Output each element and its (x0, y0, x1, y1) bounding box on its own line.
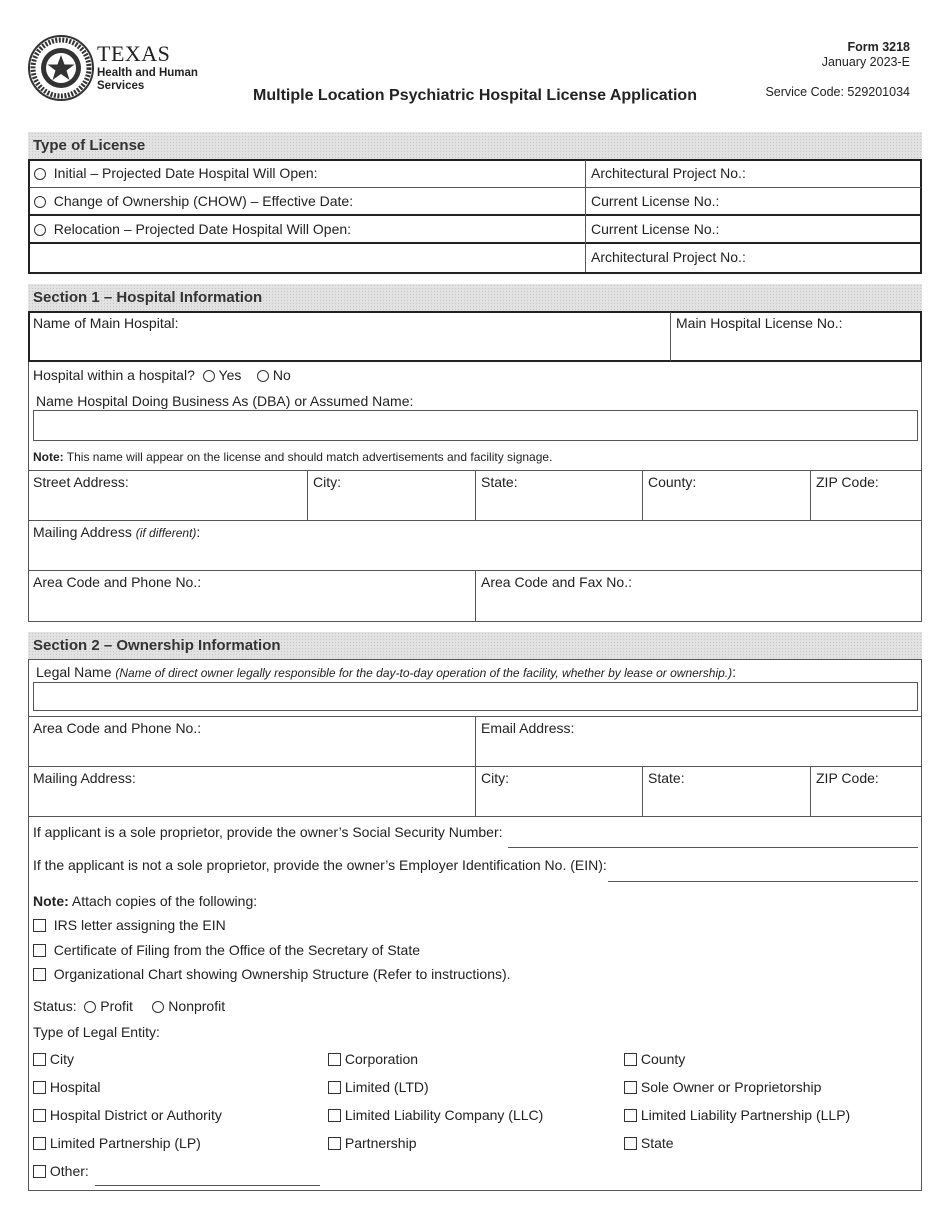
field-phone[interactable]: Area Code and Phone No.: (33, 574, 202, 590)
legal-name-text: Legal Name (36, 664, 112, 680)
attach-note-bold: Note: (33, 893, 69, 909)
checkbox-entity-llp[interactable] (624, 1109, 637, 1122)
label-entity-corporation: Corporation (344, 1051, 419, 1067)
dba-input[interactable] (33, 410, 918, 441)
checkbox-entity-state[interactable] (624, 1137, 637, 1150)
label-entity-ltd: Limited (LTD) (344, 1079, 429, 1095)
entity-sole-owner[interactable] (624, 1079, 821, 1095)
field-mailing-address[interactable] (33, 524, 200, 540)
field-owner-state[interactable]: State: (648, 770, 685, 786)
legal-name-colon: : (732, 664, 737, 680)
field-main-hospital-name[interactable]: Name of Main Hospital: (33, 315, 179, 331)
divider (29, 214, 921, 216)
section1-note (33, 450, 552, 464)
agency-line-2: Health and Human (97, 67, 198, 79)
entity-county[interactable] (624, 1051, 685, 1067)
license-option-initial[interactable] (34, 165, 318, 181)
label-nonprofit: Nonprofit (168, 998, 226, 1014)
radio-profit[interactable] (84, 1001, 96, 1013)
service-code: Service Code: 529201034 (765, 85, 910, 99)
note-text: This name will appear on the license and should match advertisements and facility signage. (66, 450, 553, 464)
label-entity-llc: Limited Liability Company (LLC) (344, 1107, 544, 1123)
checkbox-entity-hospital[interactable] (33, 1081, 46, 1094)
type-of-license-header: Type of License (28, 132, 922, 159)
legal-name-input[interactable] (33, 682, 918, 711)
field-fax[interactable]: Area Code and Fax No.: (481, 574, 632, 590)
attach-note-text: Attach copies of the following: (71, 893, 258, 909)
checkbox-entity-corporation[interactable] (328, 1053, 341, 1066)
field-current-license-2[interactable]: Current License No.: (591, 221, 720, 237)
label-org-chart: Organizational Chart showing Ownership Structure (Refer to instructions). (53, 966, 511, 982)
field-current-license-1[interactable]: Current License No.: (591, 193, 720, 209)
entity-hospital-district[interactable] (33, 1107, 222, 1123)
divider (810, 766, 811, 816)
entity-llc[interactable] (328, 1107, 543, 1123)
radio-chow[interactable] (34, 196, 46, 208)
entity-city[interactable] (33, 1051, 74, 1067)
attach-note (33, 893, 257, 909)
status-row (33, 998, 225, 1014)
agency-name-texas: TEXAS (97, 41, 171, 66)
mailing-colon: : (196, 524, 201, 540)
entity-other[interactable] (33, 1163, 89, 1179)
label-entity-hospital-district: Hospital District or Authority (49, 1107, 222, 1123)
checkbox-entity-llc[interactable] (328, 1109, 341, 1122)
checkbox-entity-partnership[interactable] (328, 1137, 341, 1150)
hospital-within-hospital (33, 367, 291, 383)
field-owner-mailing[interactable]: Mailing Address: (33, 770, 136, 786)
label-initial: Initial – Projected Date Hospital Will Open: (53, 165, 318, 181)
divider (29, 187, 921, 188)
attach-irs-letter[interactable] (33, 917, 226, 933)
entity-state[interactable] (624, 1135, 674, 1151)
attach-certificate[interactable] (33, 942, 420, 958)
divider (307, 470, 308, 520)
label-certificate: Certificate of Filing from the Office of the Secretary of State (53, 942, 421, 958)
other-input-line[interactable] (95, 1185, 320, 1186)
dba-label: Name Hospital Doing Business As (DBA) or Assumed Name: (36, 393, 414, 409)
radio-yes[interactable] (203, 370, 215, 382)
label-relocation: Relocation – Projected Date Hospital Will Open: (53, 221, 352, 237)
field-owner-city[interactable]: City: (481, 770, 509, 786)
checkbox-certificate[interactable] (33, 944, 46, 957)
status-label: Status: (33, 998, 77, 1014)
radio-initial[interactable] (34, 168, 46, 180)
checkbox-entity-lp[interactable] (33, 1137, 46, 1150)
label-no: No (272, 367, 291, 383)
ssn-label: If applicant is a sole proprietor, provide the owner’s Social Security Number: (33, 824, 503, 840)
divider (29, 766, 921, 767)
field-architectural-project-2[interactable]: Architectural Project No.: (591, 249, 746, 265)
label-entity-hospital: Hospital (49, 1079, 101, 1095)
field-city[interactable]: City: (313, 474, 341, 490)
ssn-input-line[interactable] (508, 847, 918, 848)
label-entity-state: State (640, 1135, 674, 1151)
field-owner-zip[interactable]: ZIP Code: (816, 770, 879, 786)
ein-label: If the applicant is not a sole proprietor, provide the owner’s Employer Identification No. (EIN): (33, 857, 607, 873)
mailing-label: Mailing Address (33, 524, 132, 540)
entity-type-label: Type of Legal Entity: (33, 1024, 160, 1040)
ein-input-line[interactable] (608, 881, 918, 882)
divider (29, 816, 921, 817)
attach-org-chart[interactable] (33, 966, 511, 982)
label-entity-city: City (49, 1051, 75, 1067)
entity-lp[interactable] (33, 1135, 201, 1151)
divider (670, 312, 671, 361)
checkbox-entity-hospital-district[interactable] (33, 1109, 46, 1122)
divider (29, 520, 921, 521)
checkbox-irs-letter[interactable] (33, 919, 46, 932)
radio-relocation[interactable] (34, 224, 46, 236)
note-bold: Note: (33, 450, 64, 464)
radio-no[interactable] (257, 370, 269, 382)
checkbox-entity-county[interactable] (624, 1053, 637, 1066)
field-street-address[interactable]: Street Address: (33, 474, 129, 490)
label-profit: Profit (100, 998, 133, 1014)
label-irs-letter: IRS letter assigning the EIN (53, 917, 226, 933)
field-state[interactable]: State: (481, 474, 518, 490)
label-entity-county: County (640, 1051, 686, 1067)
agency-line-3: Services (97, 80, 145, 92)
page-title-text: Multiple Location Psychiatric Hospital License Application (253, 87, 697, 104)
divider (642, 766, 643, 816)
radio-nonprofit[interactable] (152, 1001, 164, 1013)
entity-llp[interactable] (624, 1107, 850, 1123)
checkbox-entity-ltd[interactable] (328, 1081, 341, 1094)
label-entity-llp: Limited Liability Partnership (LLP) (640, 1107, 851, 1123)
label-chow: Change of Ownership (CHOW) – Effective Date: (53, 193, 354, 209)
checkbox-entity-city[interactable] (33, 1053, 46, 1066)
divider (475, 470, 476, 520)
entity-partnership[interactable] (328, 1135, 416, 1151)
field-main-hospital-license[interactable]: Main Hospital License No.: (676, 315, 843, 331)
divider (810, 470, 811, 520)
field-architectural-project-1[interactable]: Architectural Project No.: (591, 165, 746, 181)
divider (642, 470, 643, 520)
legal-name-italic: (Name of direct owner legally responsible for the day-to-day operation of the facility, whether by lease or ownership.) (115, 666, 733, 680)
checkbox-org-chart[interactable] (33, 968, 46, 981)
label-yes: Yes (218, 367, 242, 383)
entity-ltd[interactable] (328, 1079, 429, 1095)
form-number: Form 3218 (847, 40, 910, 54)
field-owner-phone[interactable]: Area Code and Phone No.: (33, 720, 202, 736)
field-owner-email[interactable]: Email Address: (481, 720, 575, 736)
section2-header: Section 2 – Ownership Information (28, 632, 922, 659)
section1-header: Section 1 – Hospital Information (28, 284, 922, 311)
hospital-within-label: Hospital within a hospital? (33, 367, 195, 383)
checkbox-entity-other[interactable] (33, 1165, 46, 1178)
checkbox-entity-sole-owner[interactable] (624, 1081, 637, 1094)
label-entity-other: Other: (49, 1163, 89, 1179)
label-entity-lp: Limited Partnership (LP) (49, 1135, 201, 1151)
label-entity-partnership: Partnership (344, 1135, 417, 1151)
label-entity-sole-owner: Sole Owner or Proprietorship (640, 1079, 822, 1095)
divider (475, 570, 476, 621)
entity-hospital[interactable] (33, 1079, 100, 1095)
license-option-relocation[interactable] (34, 221, 351, 237)
entity-corporation[interactable] (328, 1051, 418, 1067)
divider (585, 160, 586, 272)
form-date: January 2023-E (821, 55, 910, 69)
divider (29, 242, 921, 244)
field-county[interactable]: County: (648, 474, 697, 490)
mailing-if-different: (if different) (135, 526, 197, 540)
field-zip[interactable]: ZIP Code: (816, 474, 879, 490)
license-option-chow[interactable] (34, 193, 353, 209)
legal-name-label (36, 664, 736, 680)
